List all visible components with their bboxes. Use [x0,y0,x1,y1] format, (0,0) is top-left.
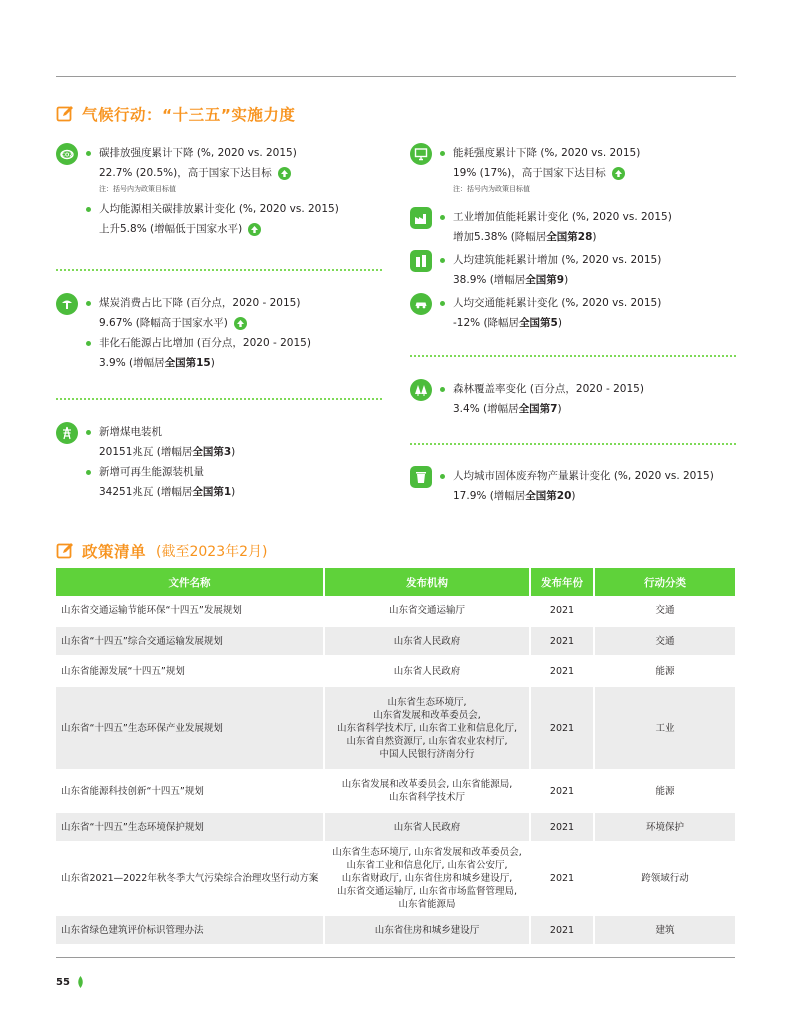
dotted-divider [410,355,736,357]
metric-waste [410,466,714,506]
metric-rank: 全国第3 [192,446,232,458]
metric-coal [56,293,311,373]
monitor-icon [410,143,432,165]
publisher-cell: 山东省人民政府 [324,812,530,842]
metric-forest [410,379,644,419]
metric-rank: 全国第1 [192,486,232,498]
metric-value: 9.67% (降幅高于国家水平) [99,317,228,329]
metric-label: 非化石能源占比增加 (百分点，2020 - 2015) [99,337,311,349]
arrow-up-icon [248,223,261,236]
metric-value: 20151兆瓦 (增幅居 [99,446,193,458]
year-cell: 2021 [530,656,594,686]
category-cell: 工业 [594,686,735,770]
publisher-cell: 山东省住房和城乡建设厅 [324,915,530,945]
publisher-cell: 山东省交通运输厅 [324,596,530,626]
year-cell: 2021 [530,596,594,626]
section-heading: 气候行动：“十三五”实施力度 [82,106,296,124]
edit-icon [56,105,74,123]
column-header: 发布年份 [530,568,594,596]
metric-label: 森林覆盖率变化 (百分点，2020 - 2015) [453,383,644,395]
metric-value: -12% (降幅居 [453,317,520,329]
table-row [56,812,735,842]
coal-icon [56,293,78,315]
publisher-cell: 山东省生态环境厅, 山东省发展和改革委员会, 山东省科学技术厅, 山东省工业和信息化厅, 山东省自然资源厅, 山东省农业农村厅, 中国人民银行济南分行 [324,686,530,770]
metric-rank: 全国第15 [164,357,211,369]
metric-rank: 全国第20 [525,490,572,502]
category-cell: 交通 [594,626,735,656]
metric-value: 19% (17%)，高于国家下达目标 [453,167,606,179]
category-cell: 交通 [594,596,735,626]
dotted-divider [56,398,382,400]
metric-building [410,250,661,290]
year-cell: 2021 [530,842,594,915]
metric-rank: 全国第9 [525,274,565,286]
metric-power [56,422,235,502]
category-cell: 环境保护 [594,812,735,842]
metric-label: 煤炭消费占比下降 (百分点，2020 - 2015) [99,297,301,309]
bullet-dot [86,430,91,435]
publisher-cell: 山东省发展和改革委员会, 山东省能源局, 山东省科学技术厅 [324,770,530,812]
table-header-row [56,568,735,596]
metric-note: 注：括号内为政策目标值 [99,185,176,193]
metric-value: 增加5.38% (降幅居 [453,231,547,243]
metric-value: 3.4% (增幅居 [453,403,519,415]
section-policy-title [56,540,267,562]
metric-value-tail: ) [231,486,236,498]
category-cell: 能源 [594,770,735,812]
bullet-dot [440,215,445,220]
table-row [56,842,735,915]
arrow-up-icon [234,317,247,330]
metric-value: 3.9% (增幅居 [99,357,165,369]
doc-name-cell: 山东省能源科技创新“十四五”规划 [56,770,324,812]
arrow-up-icon [278,167,291,180]
metric-industry [410,207,672,247]
co2-icon [56,143,78,165]
table-row [56,626,735,656]
metric-label: 新增可再生能源装机量 [99,466,204,478]
bottom-rule [56,957,735,958]
power-tower-icon [56,422,78,444]
metric-note: 注：括号内为政策目标值 [453,185,530,193]
arrow-up-icon [612,167,625,180]
table-row [56,596,735,626]
bullet-dot [86,341,91,346]
policy-table [56,568,735,946]
svg-text:CO2: CO2 [61,152,73,159]
bullet-dot [440,301,445,306]
trash-bin-icon [410,466,432,488]
category-cell: 能源 [594,656,735,686]
publisher-cell: 山东省人民政府 [324,626,530,656]
table-row [56,915,735,945]
category-cell: 建筑 [594,915,735,945]
category-cell: 跨领域行动 [594,842,735,915]
metric-label: 碳排放强度累计下降 (%, 2020 vs. 2015) [99,147,297,159]
column-header: 发布机构 [324,568,530,596]
bullet-dot [86,207,91,212]
doc-name-cell: 山东省交通运输节能环保“十四五”发展规划 [56,596,324,626]
bullet-dot [440,474,445,479]
doc-name-cell: 山东省能源发展“十四五”规划 [56,656,324,686]
tree-icon [410,379,432,401]
publisher-cell: 山东省人民政府 [324,656,530,686]
table-row [56,770,735,812]
page-number: 55 [56,976,70,988]
doc-name-cell: 山东省“十四五”生态环境保护规划 [56,812,324,842]
metric-value-tail: ) [231,446,236,458]
dotted-divider [56,269,382,271]
bullet-dot [440,387,445,392]
section-climate-title [56,103,295,125]
bullet-dot [86,151,91,156]
metric-label: 人均交通能耗累计变化 (%, 2020 vs. 2015) [453,297,662,309]
metric-rank: 全国第7 [518,403,558,415]
metric-value-tail: ) [564,274,569,286]
section-subtitle: (截至2023年2月) [156,544,268,560]
leaf-icon [76,976,85,988]
year-cell: 2021 [530,626,594,656]
table-row [56,656,735,686]
metric-rank: 全国第28 [546,231,593,243]
page-footer [56,976,85,988]
metric-value: 上升5.8% (增幅低于国家水平) [99,223,243,235]
metric-value-tail: ) [557,403,562,415]
metric-value: 22.7% (20.5%)，高于国家下达目标 [99,167,272,179]
metric-label: 人均建筑能耗累计增加 (%, 2020 vs. 2015) [453,254,662,266]
metric-label: 人均能源相关碳排放累计变化 (%, 2020 vs. 2015) [99,203,339,215]
dotted-divider [410,443,736,445]
top-rule [56,76,736,77]
publisher-cell: 山东省生态环境厅, 山东省发展和改革委员会, 山东省工业和信息化厅, 山东省公安厅, 山东省财政厅, 山东省住房和城乡建设厅, 山东省交通运输厅, 山东省市场监督管理局, 山东省能源局 [324,842,530,915]
metric-label: 能耗强度累计下降 (%, 2020 vs. 2015) [453,147,641,159]
doc-name-cell: 山东省2021—2022年秋冬季大气污染综合治理攻坚行动方案 [56,842,324,915]
column-header: 文件名称 [56,568,324,596]
metric-value-tail: ) [571,490,576,502]
metric-value-tail: ) [557,317,562,329]
metric-rank: 全国第5 [519,317,558,329]
bullet-dot [440,151,445,156]
metric-transport [410,293,661,333]
doc-name-cell: 山东省“十四五”综合交通运输发展规划 [56,626,324,656]
column-header: 行动分类 [594,568,735,596]
edit-icon [56,542,74,560]
bullet-dot [440,258,445,263]
metric-value-tail: ) [592,231,597,243]
year-cell: 2021 [530,770,594,812]
year-cell: 2021 [530,812,594,842]
car-icon [410,293,432,315]
building-icon [410,250,432,272]
section-heading: 政策清单 [82,543,147,561]
metric-value-tail: ) [210,357,215,369]
year-cell: 2021 [530,915,594,945]
metric-value: 38.9% (增幅居 [453,274,526,286]
doc-name-cell: 山东省“十四五”生态环保产业发展规划 [56,686,324,770]
doc-name-cell: 山东省绿色建筑评价标识管理办法 [56,915,324,945]
metric-label: 工业增加值能耗累计变化 (%, 2020 vs. 2015) [453,211,672,223]
factory-icon [410,207,432,229]
bullet-dot [86,470,91,475]
table-row [56,686,735,770]
metric-label: 新增煤电装机 [99,426,162,438]
metric-value: 34251兆瓦 (增幅居 [99,486,193,498]
metric-carbon [56,143,339,239]
metric-energy [410,143,640,199]
bullet-dot [86,301,91,306]
year-cell: 2021 [530,686,594,770]
metric-label: 人均城市固体废弃物产量累计变化 (%, 2020 vs. 2015) [453,470,714,482]
metric-value: 17.9% (增幅居 [453,490,526,502]
